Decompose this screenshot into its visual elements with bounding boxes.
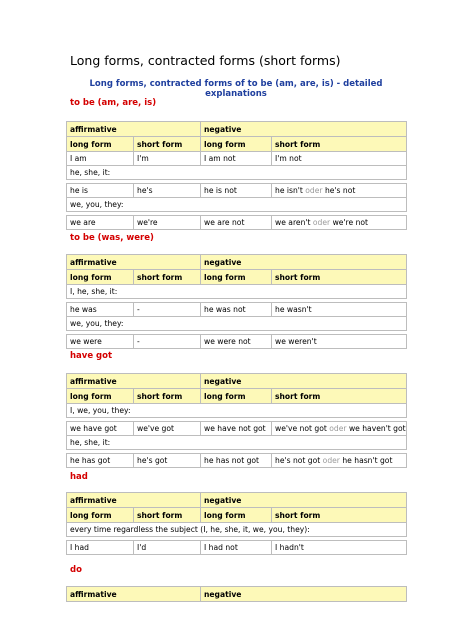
negative-header: negative (201, 122, 407, 137)
section-title-to-be-past: to be (was, were) (70, 233, 154, 243)
subject-label: every time regardless the subject (I, he, she, it, we, you, they): (67, 523, 407, 537)
neg-short-b: he's not (324, 186, 356, 195)
header-row (67, 122, 407, 137)
subject-label: I, we, you, they: (67, 404, 407, 418)
table-row (67, 335, 407, 349)
cell-neg-short (272, 216, 407, 230)
long-form-header: long form (67, 389, 134, 404)
page-title: Long forms, contracted forms (short forms) (70, 53, 341, 68)
affirmative-header: affirmative (67, 255, 201, 270)
section-title-to-be-present: to be (am, are, is) (70, 98, 157, 108)
cell-short: I'm (134, 152, 201, 166)
cell-neg-short (272, 422, 407, 436)
neg-short-a: we've not got (275, 424, 327, 433)
subject-row (67, 523, 407, 537)
header-row (67, 374, 407, 389)
subject-label: he, she, it: (67, 166, 407, 180)
neg-short-b: we're not (332, 218, 369, 227)
cell-neg-long: I am not (201, 152, 272, 166)
table-have-got (66, 373, 407, 468)
subject-row (67, 404, 407, 418)
negative-header: negative (201, 493, 407, 508)
cell-short: he's (134, 184, 201, 198)
cell-long: we are (67, 216, 134, 230)
table-had (66, 492, 407, 555)
section-title-have-got: have got (70, 351, 113, 361)
long-form-header: long form (201, 508, 272, 523)
cell-neg-long: he was not (201, 303, 272, 317)
subheader-row (67, 508, 407, 523)
table-row (67, 303, 407, 317)
subheader-row (67, 270, 407, 285)
cell-neg-short (272, 454, 407, 468)
cell-long: he was (67, 303, 134, 317)
cell-long: I had (67, 541, 134, 555)
table-row (67, 422, 407, 436)
or-separator: oder (322, 456, 340, 465)
table-row (67, 152, 407, 166)
cell-neg-long: we were not (201, 335, 272, 349)
cell-neg-long: we have not got (201, 422, 272, 436)
table-row (67, 541, 407, 555)
header-row (67, 255, 407, 270)
affirmative-header: affirmative (67, 587, 201, 602)
negative-header: negative (201, 587, 407, 602)
cell-neg-long: we are not (201, 216, 272, 230)
cell-neg-long: I had not (201, 541, 272, 555)
neg-short-a: we aren't (275, 218, 311, 227)
long-form-header: long form (201, 270, 272, 285)
negative-header: negative (201, 374, 407, 389)
cell-long: I am (67, 152, 134, 166)
negative-header: negative (201, 255, 407, 270)
subject-row (67, 317, 407, 331)
cell-neg-long: he is not (201, 184, 272, 198)
neg-short-b: we haven't got (348, 424, 406, 433)
subject-label: we, you, they: (67, 317, 407, 331)
cell-long: we were (67, 335, 134, 349)
cell-short: we've got (134, 422, 201, 436)
subject-row (67, 285, 407, 299)
cell-neg-short: I hadn't (272, 541, 407, 555)
neg-short-a: he's not got (275, 456, 321, 465)
long-form-header: long form (201, 137, 272, 152)
subject-label: I, he, she, it: (67, 285, 407, 299)
short-form-header: short form (134, 137, 201, 152)
cell-neg-short: he wasn't (272, 303, 407, 317)
neg-short-a: he isn't (275, 186, 303, 195)
cell-long: we have got (67, 422, 134, 436)
neg-short-b: he hasn't got (342, 456, 393, 465)
subject-row (67, 436, 407, 450)
cell-neg-short (272, 184, 407, 198)
section-title-had: had (70, 472, 88, 482)
or-separator: oder (305, 186, 323, 195)
or-separator: oder (312, 218, 331, 227)
subject-label: we, you, they: (67, 198, 407, 212)
header-row (67, 493, 407, 508)
section-title-do: do (70, 565, 82, 575)
cell-short: we're (134, 216, 201, 230)
table-do (66, 586, 407, 602)
short-form-header: short form (134, 508, 201, 523)
table-to-be-past (66, 254, 407, 349)
table-row (67, 184, 407, 198)
cell-neg-short: I'm not (272, 152, 407, 166)
cell-short: I'd (134, 541, 201, 555)
cell-neg-short: we weren't (272, 335, 407, 349)
subject-row (67, 198, 407, 212)
table-row (67, 454, 407, 468)
subject-label: he, she, it: (67, 436, 407, 450)
cell-short: - (134, 303, 201, 317)
affirmative-header: affirmative (67, 122, 201, 137)
short-form-header: short form (134, 389, 201, 404)
cell-short: he's got (134, 454, 201, 468)
header-row (67, 587, 407, 602)
or-separator: oder (329, 424, 347, 433)
long-form-header: long form (67, 137, 134, 152)
table-row (67, 216, 407, 230)
subtitle-link[interactable]: Long forms, contracted forms of to be (am, are, is) - detailed explanations (89, 79, 383, 99)
long-form-header: long form (67, 508, 134, 523)
short-form-header: short form (272, 137, 407, 152)
short-form-header: short form (272, 389, 407, 404)
subheader-row (67, 137, 407, 152)
long-form-header: long form (67, 270, 134, 285)
affirmative-header: affirmative (67, 493, 201, 508)
short-form-header: short form (272, 508, 407, 523)
short-form-header: short form (134, 270, 201, 285)
cell-long: he has got (67, 454, 134, 468)
subject-row (67, 166, 407, 180)
affirmative-header: affirmative (67, 374, 201, 389)
long-form-header: long form (201, 389, 272, 404)
table-to-be-present (66, 121, 407, 230)
cell-neg-long: he has not got (201, 454, 272, 468)
cell-short: - (134, 335, 201, 349)
cell-long: he is (67, 184, 134, 198)
short-form-header: short form (272, 270, 407, 285)
subheader-row (67, 389, 407, 404)
